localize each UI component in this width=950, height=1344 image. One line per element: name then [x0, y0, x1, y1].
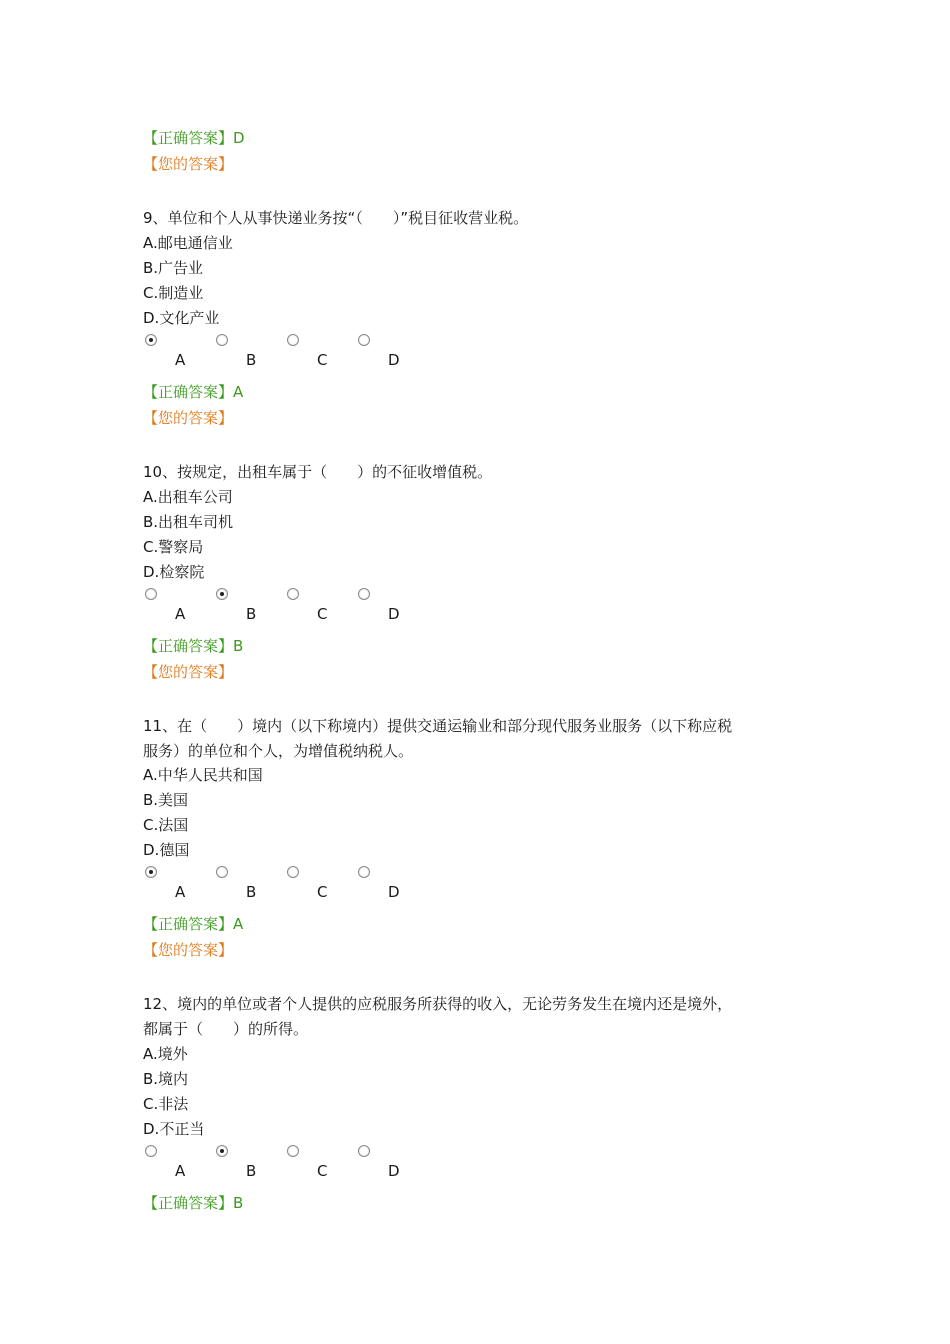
option-d: D.德国: [143, 841, 190, 859]
radio-b[interactable]: [216, 866, 228, 878]
option-a: A.邮电通信业: [143, 234, 233, 252]
option-d: D.不正当: [143, 1120, 205, 1138]
q8-your-answer: [143, 154, 233, 174]
your-answer-label: 【您的答案】: [143, 409, 234, 427]
q8-correct-answer: [143, 128, 245, 148]
choice-label-a: A: [175, 605, 186, 623]
radio-a[interactable]: [145, 588, 157, 600]
choice-label-d: D: [388, 605, 400, 623]
correct-answer-value: A: [233, 915, 244, 933]
option-b: B.出租车司机: [143, 513, 234, 531]
option-a: A.出租车公司: [143, 488, 233, 506]
radio-c[interactable]: [287, 588, 299, 600]
radio-d[interactable]: [358, 334, 370, 346]
choice-label-c: C: [317, 605, 328, 623]
question-text-line1: 12、境内的单位或者个人提供的应税服务所获得的收入，无论劳务发生在境内还是境外，: [143, 995, 733, 1013]
radio-c[interactable]: [287, 1145, 299, 1157]
question-text: 9、单位和个人从事快递业务按“（ ）”税目征收营业税。: [143, 209, 529, 227]
radio-a[interactable]: [145, 866, 157, 878]
choice-label-a: A: [175, 883, 186, 901]
q9-correct-answer: [143, 382, 243, 402]
option-d: D.文化产业: [143, 309, 220, 327]
q11-your-answer: [143, 940, 233, 960]
correct-answer-value: A: [233, 383, 244, 401]
choice-label-b: B: [246, 605, 257, 623]
choice-label-b: B: [246, 1162, 257, 1180]
question-text-line2: 服务）的单位和个人，为增值税纳税人。: [143, 742, 414, 760]
option-a: A.中华人民共和国: [143, 766, 263, 784]
choice-label-d: D: [388, 883, 400, 901]
correct-answer-value: B: [233, 637, 244, 655]
radio-d[interactable]: [358, 866, 370, 878]
radio-c[interactable]: [287, 334, 299, 346]
option-c: C.法国: [143, 816, 189, 834]
option-b: B.境内: [143, 1070, 189, 1088]
q9-your-answer: [143, 408, 233, 428]
correct-answer-label: 【正确答案】: [143, 129, 234, 147]
radio-d[interactable]: [358, 1145, 370, 1157]
radio-b[interactable]: [216, 588, 228, 600]
q10-your-answer: [143, 662, 233, 682]
your-answer-label: 【您的答案】: [143, 155, 234, 173]
your-answer-label: 【您的答案】: [143, 663, 234, 681]
option-c: C.非法: [143, 1095, 189, 1113]
radio-b[interactable]: [216, 334, 228, 346]
option-d: D.检察院: [143, 563, 205, 581]
option-c: C.制造业: [143, 284, 204, 302]
choice-label-c: C: [317, 351, 328, 369]
option-a: A.境外: [143, 1045, 188, 1063]
correct-answer-label: 【正确答案】: [143, 637, 234, 655]
correct-answer-label: 【正确答案】: [143, 1194, 234, 1212]
correct-answer-label: 【正确答案】: [143, 915, 234, 933]
question-text-line1: 11、在（ ）境内（以下称境内）提供交通运输业和部分现代服务业服务（以下称应税: [143, 717, 733, 735]
question-text: 10、按规定，出租车属于（ ）的不征收增值税。: [143, 463, 493, 481]
choice-label-b: B: [246, 883, 257, 901]
radio-a[interactable]: [145, 1145, 157, 1157]
correct-answer-value: B: [233, 1194, 244, 1212]
choice-label-d: D: [388, 351, 400, 369]
q12-correct-answer: [143, 1193, 243, 1213]
correct-answer-value: D: [233, 129, 245, 147]
radio-a[interactable]: [145, 334, 157, 346]
radio-d[interactable]: [358, 588, 370, 600]
q10-correct-answer: [143, 636, 243, 656]
option-b: B.美国: [143, 791, 189, 809]
option-b: B.广告业: [143, 259, 204, 277]
radio-b[interactable]: [216, 1145, 228, 1157]
choice-label-c: C: [317, 883, 328, 901]
option-c: C.警察局: [143, 538, 204, 556]
q11-correct-answer: [143, 914, 243, 934]
choice-label-a: A: [175, 351, 186, 369]
choice-label-a: A: [175, 1162, 186, 1180]
choice-label-d: D: [388, 1162, 400, 1180]
choice-label-b: B: [246, 351, 257, 369]
radio-c[interactable]: [287, 866, 299, 878]
your-answer-label: 【您的答案】: [143, 941, 234, 959]
choice-label-c: C: [317, 1162, 328, 1180]
question-text-line2: 都属于（ ）的所得。: [143, 1020, 309, 1038]
correct-answer-label: 【正确答案】: [143, 383, 234, 401]
